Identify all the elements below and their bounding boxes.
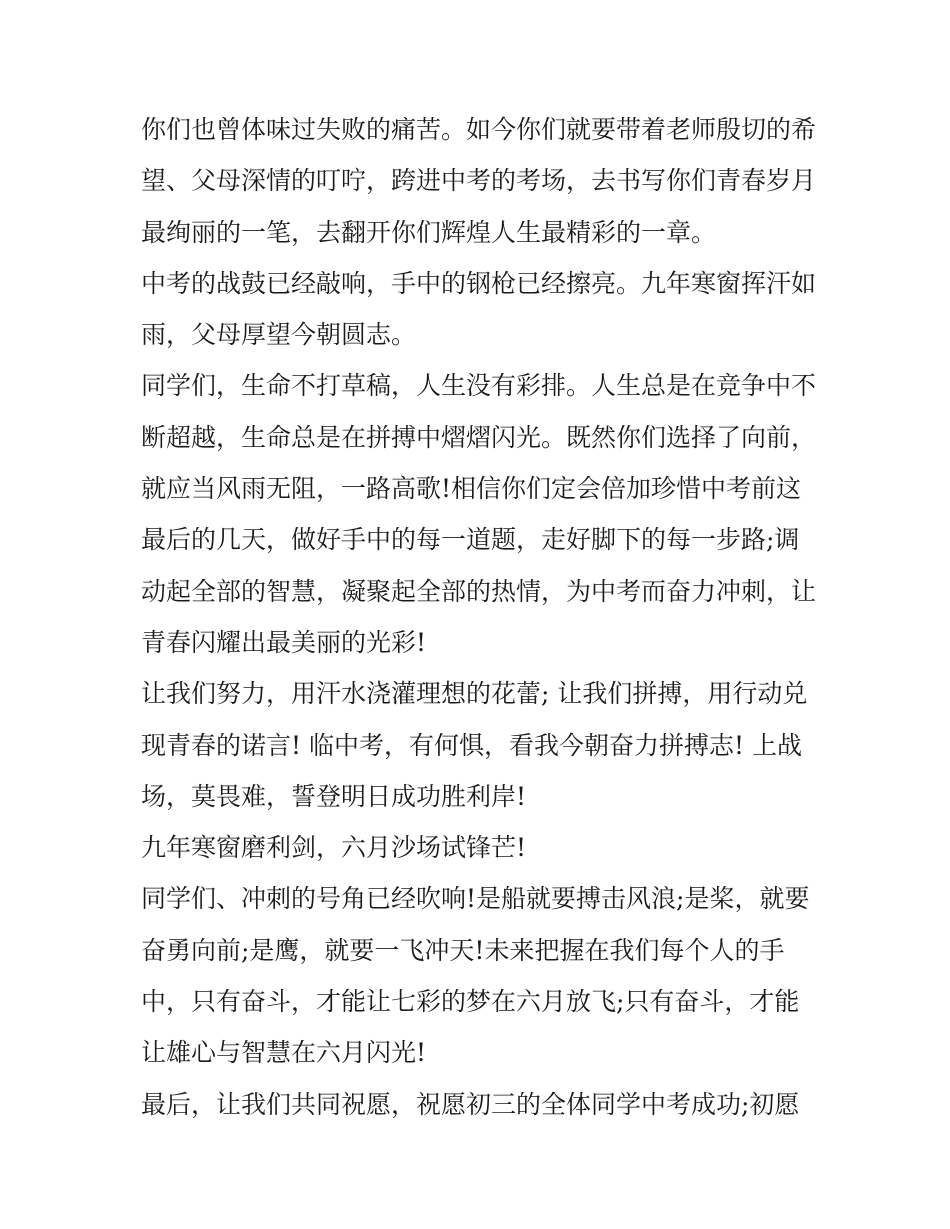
- text-line: 你们也曾体味过失败的痛苦。如今你们就要带着老师殷切的希: [141, 115, 817, 144]
- text-line: 就应当风雨无阻，一路高歌!相信你们定会倍加珍惜中考前这: [141, 474, 802, 504]
- text-line: 雨，父母厚望今朝圆志。: [141, 320, 417, 350]
- text-line: 让我们努力，用汗水浇灌理想的花蕾; 让我们拼搏，用行动兑: [141, 679, 808, 709]
- text-line: 最后的几天，做好手中的每一道题，走好脚下的每一步路;调: [141, 525, 800, 555]
- text-line: 九年寒窗磨利剑，六月沙场试锋芒!: [141, 833, 527, 863]
- text-line: 同学们、冲刺的号角已经吹响!是船就要搏击风浪;是桨，就要: [141, 884, 810, 914]
- text-line: 现青春的诺言! 临中考，有何惧，看我今朝奋力拼搏志! 上战: [141, 730, 802, 760]
- text-line: 最后，让我们共同祝愿，祝愿初三的全体同学中考成功;初愿: [141, 1089, 800, 1119]
- text-line: 动起全部的智慧，凝聚起全部的热情，为中考而奋力冲刺，让: [141, 576, 817, 606]
- text-line: 场，莫畏难，誓登明日成功胜利岸!: [141, 781, 527, 811]
- text-line: 断超越，生命总是在拼搏中熠熠闪光。既然你们选择了向前，: [141, 422, 817, 452]
- text-line: 同学们，生命不打草稿，人生没有彩排。人生总是在竞争中不: [141, 371, 817, 401]
- text-line: 最绚丽的一笔，去翻开你们辉煌人生最精彩的一章。: [141, 217, 717, 247]
- text-line: 青春闪耀出最美丽的光彩!: [141, 627, 427, 657]
- text-line: 中考的战鼓已经敲响，手中的钢枪已经擦亮。九年寒窗挥汗如: [141, 268, 817, 298]
- text-line: 中，只有奋斗，才能让七彩的梦在六月放飞;只有奋斗，才能: [141, 987, 800, 1017]
- text-line: 让雄心与智慧在六月闪光!: [141, 1038, 427, 1068]
- document-body: [141, 104, 821, 1130]
- text-line: 望、父母深情的叮咛，跨进中考的考场，去书写你们青春岁月: [141, 166, 817, 196]
- text-line: 奋勇向前;是鹰，就要一飞冲天!未来把握在我们每个人的手: [141, 935, 785, 965]
